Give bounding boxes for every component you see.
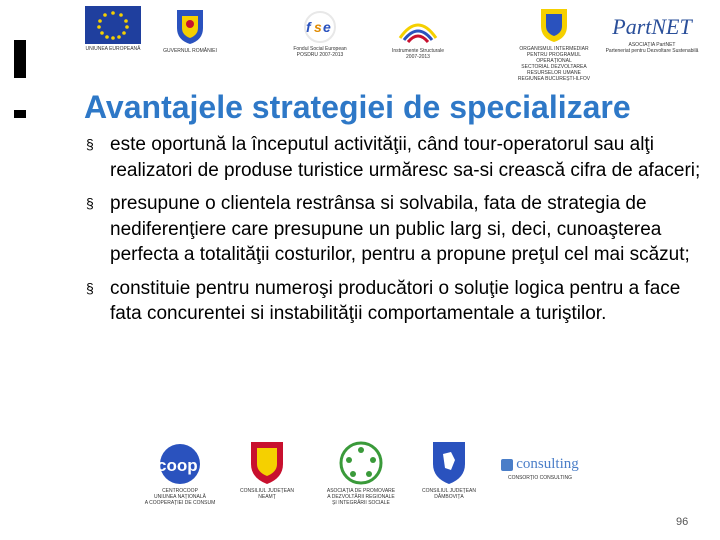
dambovita-coat-logo [414,438,484,500]
logo-caption: ASOCIAȚIA PartNET Parteneriat pentru Dezvoltare Sustenabilă [605,42,699,54]
bullet-marker: § [86,136,94,152]
svg-text:coop: coop [157,456,198,475]
bullet-item [84,191,704,268]
accent-bar-top [14,40,26,78]
oi-posdru-coat-icon [538,6,570,44]
bullet-item [84,132,704,183]
romania-coat-logo [160,6,220,54]
logo-caption: CONSORȚIO CONSULTING [507,475,573,481]
accent-bar-bottom [14,110,26,118]
consulting-logo-icon [501,456,579,473]
header-logo-strip [80,6,700,80]
svg-text:e: e [323,19,331,35]
oi-posdru-logo [512,6,596,82]
consulting-brand-text: consulting [516,456,579,472]
bullet-marker: § [86,279,94,296]
svg-text:s: s [314,19,322,35]
neamt-coat-icon [247,438,287,486]
bullet-text: presupune o clientela restrânsa si solvabila, fata de strategia de nediferenţiere care presupune un public larg si, deci, cunoaşterea perfecta a totalităţii costurilor, pentru a propune preţul cel mai scăzut; [110,193,690,265]
slide-title: Avantajele strategiei de specializare [84,89,631,125]
bullet-text: constituie pentru numeroşi producători o soluţie logica pentru a face fata concurentei si instabilităţii comportamentale a turiştilor. [110,277,681,324]
adr-logo-icon [335,440,387,486]
eu-flag-logo [80,6,146,52]
page-number: 96 [676,516,689,528]
centrocoop-logo [140,442,220,506]
partnet-logo [604,14,700,54]
centrocoop-logo-icon [148,442,212,486]
structural-funds-logo [378,8,458,60]
bullet-list [84,132,704,335]
logo-caption: CONSILIUL JUDEȚEAN NEAMȚ [240,488,294,500]
logo-caption: GUVERNUL ROMÂNIEI [163,48,217,54]
romania-coat-of-arms-icon [173,6,207,46]
neamt-coat-logo [232,438,302,500]
svg-text:f: f [306,19,311,35]
adr-logo [316,440,406,506]
logo-caption: ASOCIAȚIA DE PROMOVARE A DEZVOLTĂRII REGIONALE ȘI INTEGRĂRII SOCIALE [326,488,396,506]
structural-funds-logo-icon [394,8,442,46]
consulting-logo [490,456,590,481]
logo-caption: CENTROCOOP UNIUNEA NAȚIONALĂ A COOPERAȚIEI DE CONSUM [144,488,216,506]
fse-logo [280,10,360,58]
logo-caption: ORGANISMUL INTERMEDIAR PENTRU PROGRAMUL OPERAȚIONAL SECTORIAL DEZVOLTAREA RESURSELOR UMANE REGIUNEA BUCUREȘTI-ILFOV [517,46,591,82]
bullet-text: este oportună la începutul activităţii, când tour-operatorul sau alţi realizatori de produse turistice urmăresc sa-si crească cifra de afaceri; [110,134,701,181]
logo-caption: Instrumente Structurale 2007-2013 [392,48,444,60]
logo-caption: Fondul Social European POSDRU 2007-2013 [293,46,347,58]
bullet-marker: § [86,195,94,211]
eu-flag-icon [85,6,141,44]
logo-caption: CONSILIUL JUDEȚEAN DÂMBOVIȚA [422,488,476,500]
fse-logo-icon [294,10,346,44]
footer-logo-strip [140,438,600,528]
bullet-item [84,276,704,327]
partnet-logo-icon: PartNET [612,14,692,39]
dambovita-coat-icon [429,438,469,486]
logo-caption: UNIUNEA EUROPEANĂ [85,46,141,52]
